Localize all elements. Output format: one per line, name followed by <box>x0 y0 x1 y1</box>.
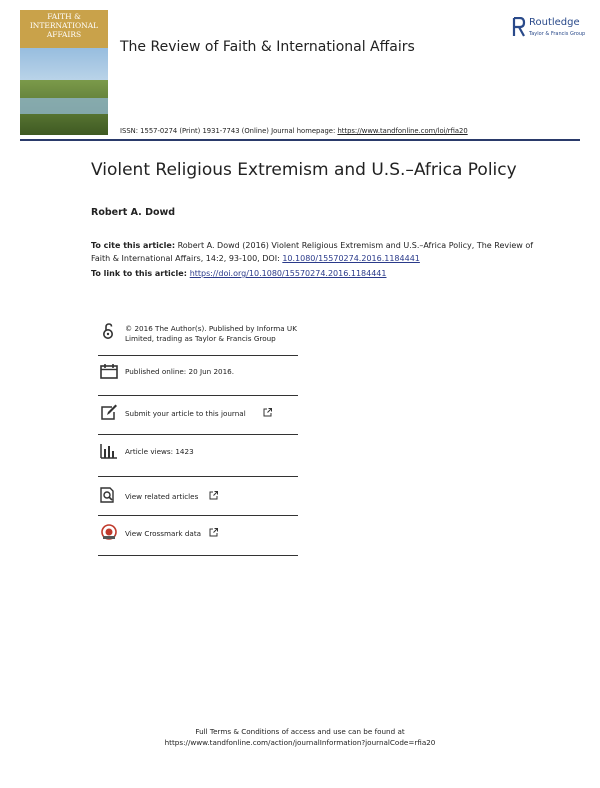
edit-icon <box>100 404 118 420</box>
cover-title-line2: INTERNATIONAL <box>29 21 99 30</box>
bar-chart-icon <box>100 443 118 459</box>
related-articles-link[interactable]: View related articles <box>125 492 199 501</box>
related-articles-item[interactable] <box>98 477 298 516</box>
publisher-name: Routledge <box>529 17 580 28</box>
cite-text: Robert A. Dowd (2016) Violent Religious Extremism and U.S.–Africa Policy, The Review of Faith & International Affairs, 14:2, 93-100, DOI: <box>91 241 534 263</box>
routledge-logo-icon <box>512 17 526 37</box>
external-link-icon <box>209 491 218 500</box>
published-online-item <box>98 356 298 396</box>
article-info-list <box>98 317 298 556</box>
open-access-item <box>98 317 298 356</box>
journal-title: The Review of Faith & International Affairs <box>120 39 415 55</box>
cite-paragraph <box>91 239 541 265</box>
doi-link[interactable]: 10.1080/15570274.2016.1184441 <box>282 254 420 263</box>
published-online-text: Published online: 20 Jun 2016. <box>125 367 235 376</box>
calendar-icon <box>100 363 118 379</box>
link-paragraph <box>91 267 541 280</box>
header-divider <box>20 139 580 141</box>
article-views-item <box>98 435 298 477</box>
search-document-icon <box>100 487 118 503</box>
crossmark-icon <box>100 524 118 540</box>
article-title: Violent Religious Extremism and U.S.–Africa Policy <box>91 160 517 180</box>
copyright-text: © 2016 The Author(s). Published by Informa UK Limited, trading as Taylor & Francis Group <box>125 324 297 343</box>
article-author: Robert A. Dowd <box>91 207 176 218</box>
link-label: To link to this article: <box>91 269 190 278</box>
external-link-icon <box>263 408 272 417</box>
terms-text: Full Terms & Conditions of access and use can be found at <box>195 727 405 736</box>
issn-text: ISSN: 1557-0274 (Print) 1931-7743 (Online) Journal homepage: <box>120 127 338 135</box>
article-link[interactable]: https://doi.org/10.1080/15570274.2016.1184441 <box>189 269 387 278</box>
citation-block <box>91 239 541 280</box>
cover-title-line3: AFFAIRS <box>46 30 82 39</box>
article-views-text: Article views: 1423 <box>125 447 194 456</box>
publisher-subtitle: Taylor & Francis Group <box>529 31 586 37</box>
submit-article-link[interactable]: Submit your article to this journal <box>125 409 246 418</box>
open-access-icon <box>100 323 118 339</box>
submit-article-item[interactable] <box>98 396 298 435</box>
terms-link[interactable]: https://www.tandfonline.com/action/journalInformation?journalCode=rfia20 <box>164 738 436 747</box>
cite-label: To cite this article: <box>91 241 176 250</box>
crossmark-item[interactable] <box>98 516 298 556</box>
footer <box>0 726 600 748</box>
cover-title-line1: FAITH & <box>47 12 81 21</box>
journal-cover <box>20 10 108 135</box>
journal-homepage-link[interactable]: https://www.tandfonline.com/loi/rfia20 <box>337 127 468 135</box>
crossmark-link[interactable]: View Crossmark data <box>125 529 202 538</box>
issn-line <box>120 127 468 135</box>
external-link-icon <box>209 528 218 537</box>
